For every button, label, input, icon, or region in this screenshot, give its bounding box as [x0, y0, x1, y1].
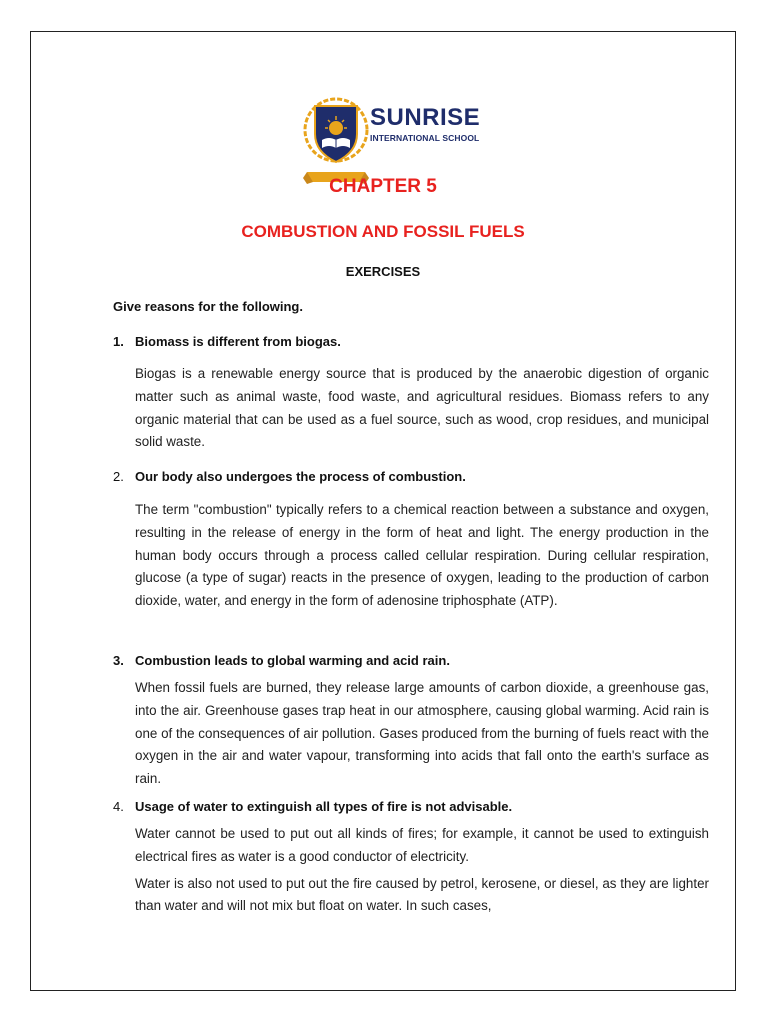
chapter-title: CHAPTER 5 — [329, 176, 437, 197]
school-name: SUNRISE — [370, 104, 481, 131]
answer-paragraph: Water is also not used to put out the fire caused by petrol, kerosene, or diesel, as they are lighter than water and will not mix but float on water. In such cases, — [135, 875, 709, 914]
question-2 — [113, 469, 466, 484]
instruction-text: Give reasons for the following. — [113, 299, 303, 314]
answer-1 — [135, 363, 709, 454]
question-number: 3. — [113, 653, 124, 668]
chapter-subtitle: COMBUSTION AND FOSSIL FUELS — [241, 222, 525, 241]
section-heading: EXERCISES — [345, 264, 421, 279]
question-number: 1. — [113, 334, 124, 349]
answer-4 — [135, 823, 709, 918]
question-3 — [113, 653, 450, 668]
question-text: Combustion leads to global warming and acid rain. — [135, 653, 450, 668]
answer-paragraph: When fossil fuels are burned, they release large amounts of carbon dioxide, a greenhouse gas, into the air. Greenhouse gases trap heat in our atmosphere, causing global warming. Acid rain is one of the consequences of air pollution. Gases produced from the burning of fuels react with the oxygen in the air and water vapour, transforming into acids that fall onto the earth's surface as rain. — [135, 680, 709, 787]
answer-2 — [135, 499, 709, 613]
question-text: Biomass is different from biogas. — [135, 334, 341, 349]
question-4 — [113, 799, 512, 814]
question-1 — [113, 334, 341, 349]
page-frame — [30, 31, 736, 991]
question-text: Our body also undergoes the process of combustion. — [135, 469, 466, 484]
answer-paragraph: The term "combustion" typically refers to a chemical reaction between a substance and oxygen, resulting in the release of energy in the form of heat and light. The energy production in the human body occurs through a process called cellular respiration. During cellular respiration, glucose (a type of sugar) reacts in the presence of oxygen, leading to the production of carbon dioxide, water, and energy in the form of adenosine triphosphate (ATP). — [135, 502, 709, 609]
question-number: 4. — [113, 799, 124, 814]
answer-paragraph: Biogas is a renewable energy source that is produced by the anaerobic digestion of organic matter such as animal waste, food waste, and agricultural residues. Biomass refers to any organic material that can be used as a fuel source, such as wood, crop residues, and municipal solid waste. — [135, 366, 709, 450]
question-number: 2. — [113, 469, 124, 484]
school-subtitle: INTERNATIONAL SCHOOL — [370, 133, 480, 143]
answer-3 — [135, 677, 709, 791]
question-text: Usage of water to extinguish all types of fire is not advisable. — [135, 799, 513, 814]
answer-paragraph: Water cannot be used to put out all kinds of fires; for example, it cannot be used to extinguish electrical fires as water is a good conductor of electricity. — [135, 826, 709, 864]
